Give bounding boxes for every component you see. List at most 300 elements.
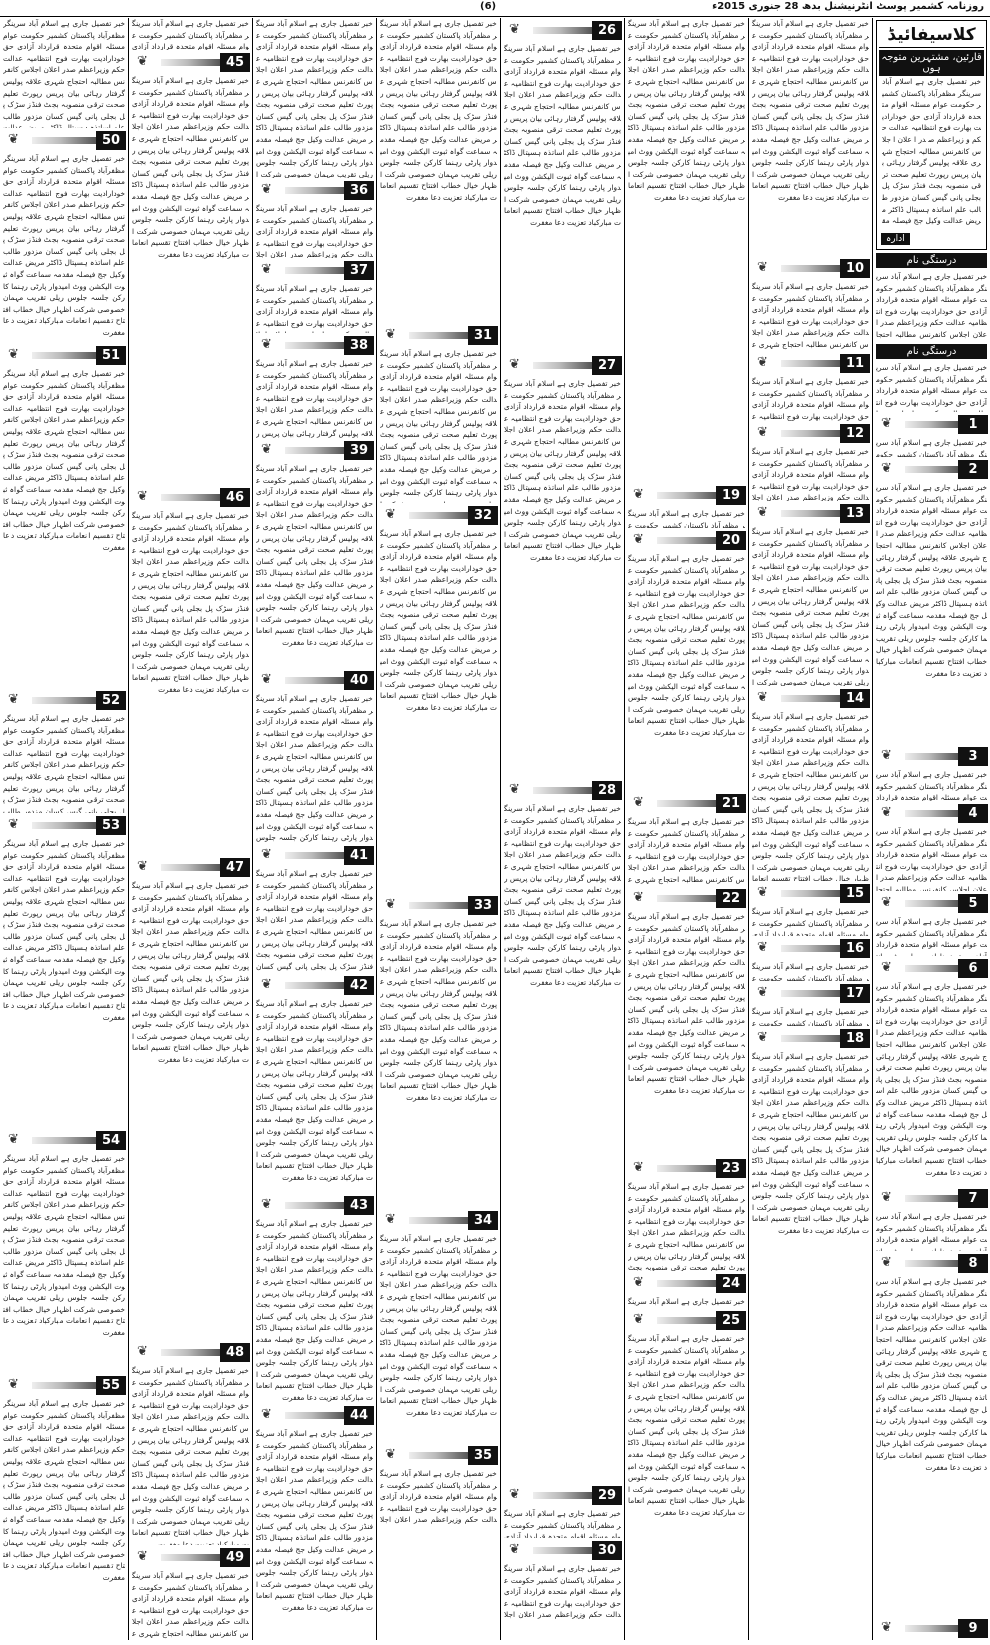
item-text	[256, 1218, 373, 1403]
item-text	[752, 1051, 869, 1611]
item-text	[3, 1153, 125, 1373]
item-header	[379, 326, 498, 345]
item-header	[627, 486, 746, 505]
item-text	[628, 1181, 745, 1271]
item-text	[132, 1365, 249, 1545]
leaf-icon: ❦	[8, 1377, 19, 1392]
leaf-icon: ❦	[385, 1447, 396, 1462]
leaf-icon: ❦	[757, 355, 768, 370]
column-3	[625, 18, 748, 1640]
header-strip	[32, 822, 96, 829]
leaf-icon: ❦	[385, 897, 396, 912]
leaf-icon: ❦	[8, 347, 19, 362]
item-header	[503, 356, 622, 375]
item-number: 24	[716, 1274, 746, 1293]
item-number: 45	[220, 53, 250, 72]
column-4	[501, 18, 624, 1640]
item-header	[751, 424, 870, 443]
item-header	[503, 781, 622, 800]
item-text	[256, 868, 373, 973]
item-header	[875, 804, 988, 823]
item-number: 16	[840, 939, 870, 958]
header-strip	[781, 265, 840, 272]
leaf-icon: ❦	[137, 1549, 148, 1564]
item-text	[380, 18, 497, 323]
item-text	[752, 18, 869, 256]
leaf-icon: ❦	[881, 1190, 892, 1205]
item-number: 6	[958, 959, 988, 978]
header-strip	[657, 800, 716, 807]
item-text	[752, 906, 869, 936]
leaf-icon: ❦	[881, 805, 892, 820]
item-header	[627, 1274, 746, 1293]
item-text	[380, 528, 497, 893]
section-heading: درستگی نام	[876, 344, 987, 359]
item-text	[380, 918, 497, 1208]
leaf-icon: ❦	[881, 416, 892, 431]
item-text	[876, 981, 987, 1186]
item-header	[2, 1376, 126, 1395]
leaf-icon: ❦	[8, 692, 19, 707]
item-text	[132, 75, 249, 485]
item-header	[751, 984, 870, 1003]
item-header	[751, 884, 870, 903]
leaf-icon: ❦	[757, 985, 768, 1000]
item-number: 4	[958, 804, 988, 823]
leaf-icon: ❦	[757, 940, 768, 955]
leaf-icon: ❦	[509, 1487, 520, 1502]
item-number: 10	[840, 259, 870, 278]
item-header	[751, 1029, 870, 1048]
header-strip	[285, 852, 344, 859]
header-strip	[781, 890, 840, 897]
header-strip	[781, 510, 840, 517]
header-strip	[657, 895, 716, 902]
leaf-icon: ❦	[261, 337, 272, 352]
classified-title: کلاسیفائیڈ	[879, 23, 984, 48]
header-strip	[533, 787, 592, 794]
header-strip	[285, 677, 344, 684]
header-strip	[409, 512, 468, 519]
item-text	[628, 816, 745, 886]
leaf-icon: ❦	[881, 461, 892, 476]
item-text	[132, 510, 249, 855]
item-header	[255, 846, 374, 865]
leaf-icon: ❦	[8, 1132, 19, 1147]
item-text	[876, 1276, 987, 1616]
header-strip	[905, 753, 958, 760]
item-header	[2, 131, 126, 150]
item-header	[627, 1311, 746, 1330]
header-strip	[905, 421, 958, 428]
item-number: 21	[716, 794, 746, 813]
leaf-icon: ❦	[881, 748, 892, 763]
item-number: 19	[716, 486, 746, 505]
leaf-icon: ❦	[881, 1255, 892, 1270]
item-number: 40	[344, 671, 374, 690]
header-strip	[781, 430, 840, 437]
header-strip	[32, 697, 96, 704]
item-number: 23	[716, 1159, 746, 1178]
item-text	[876, 1211, 987, 1251]
item-header	[255, 671, 374, 690]
header-strip	[657, 492, 716, 499]
leaf-icon: ❦	[385, 327, 396, 342]
leaf-icon: ❦	[633, 532, 644, 547]
header-strip	[161, 864, 220, 871]
item-header	[131, 488, 250, 507]
header-strip	[905, 810, 958, 817]
item-header	[379, 1211, 498, 1230]
item-header	[875, 959, 988, 978]
item-text	[504, 1508, 621, 1538]
header-strip	[285, 342, 344, 349]
item-number: 38	[344, 336, 374, 355]
item-text	[132, 880, 249, 1340]
header-strip	[781, 1035, 840, 1042]
header-strip	[533, 1547, 592, 1554]
item-text	[876, 769, 987, 801]
item-number: 11	[840, 354, 870, 373]
leaf-icon: ❦	[8, 817, 19, 832]
item-header	[751, 504, 870, 523]
item-number: 43	[344, 1196, 374, 1215]
item-number: 15	[840, 884, 870, 903]
header-strip	[409, 1452, 468, 1459]
leaf-icon: ❦	[509, 357, 520, 372]
item-number: 47	[220, 858, 250, 877]
item-number: 8	[958, 1254, 988, 1273]
leaf-icon: ❦	[633, 1312, 644, 1327]
item-text	[752, 711, 869, 881]
leaf-icon: ❦	[509, 1542, 520, 1557]
item-header	[379, 506, 498, 525]
item-text	[380, 1468, 497, 1528]
item-number: 34	[468, 1211, 498, 1230]
header-strip	[409, 902, 468, 909]
item-header	[751, 259, 870, 278]
item-header	[875, 415, 988, 434]
item-text	[3, 1398, 125, 1598]
item-number: 2	[958, 460, 988, 479]
header-strip	[781, 360, 840, 367]
item-text	[132, 18, 249, 50]
header-strip	[285, 1412, 344, 1419]
item-number: 31	[468, 326, 498, 345]
header-strip	[285, 267, 344, 274]
item-header	[751, 354, 870, 373]
item-number: 49	[220, 1548, 250, 1567]
leaf-icon: ❦	[509, 782, 520, 797]
leaf-icon: ❦	[633, 795, 644, 810]
item-header	[503, 1486, 622, 1505]
item-number: 22	[716, 889, 746, 908]
item-text	[256, 463, 373, 668]
notice-text	[876, 271, 987, 341]
paper-title: روزنامہ کشمیر پوسٹ انٹرنیشنل بدھ 28 جنوری 2015ء	[712, 1, 984, 12]
leaf-icon: ❦	[261, 182, 272, 197]
header-strip	[285, 982, 344, 989]
header-strip	[32, 352, 96, 359]
column-7	[129, 18, 252, 1640]
item-text	[628, 553, 745, 791]
item-number: 42	[344, 976, 374, 995]
item-text	[628, 1333, 745, 1633]
leaf-icon: ❦	[261, 1407, 272, 1422]
item-text	[504, 378, 621, 778]
leaf-icon: ❦	[385, 1212, 396, 1227]
leaf-icon: ❦	[757, 1030, 768, 1045]
leaf-icon: ❦	[881, 960, 892, 975]
item-header	[379, 1446, 498, 1465]
item-text	[380, 348, 497, 503]
item-text	[752, 961, 869, 981]
item-number: 14	[840, 689, 870, 708]
item-header	[875, 1619, 988, 1638]
item-header	[2, 816, 126, 835]
leaf-icon: ❦	[757, 505, 768, 520]
item-text	[752, 446, 869, 501]
item-number: 46	[220, 488, 250, 507]
classified-subtitle: قارئین، مشتہرین متوجہ ہوں	[879, 50, 984, 76]
item-number: 18	[840, 1029, 870, 1048]
leaf-icon: ❦	[8, 132, 19, 147]
item-text	[256, 203, 373, 258]
classified-box	[876, 20, 987, 250]
item-number: 37	[344, 261, 374, 280]
header-strip	[32, 1137, 96, 1144]
notice-text	[876, 362, 987, 412]
item-header	[131, 1343, 250, 1362]
item-number: 32	[468, 506, 498, 525]
leaf-icon: ❦	[385, 507, 396, 522]
item-text	[3, 153, 125, 343]
item-header	[751, 939, 870, 958]
item-text	[256, 1428, 373, 1640]
item-number: 17	[840, 984, 870, 1003]
item-number: 48	[220, 1343, 250, 1362]
item-header	[875, 1189, 988, 1208]
leaf-icon: ❦	[261, 442, 272, 457]
header-strip	[285, 1202, 344, 1209]
item-header	[503, 21, 622, 40]
item-text	[876, 482, 987, 744]
item-number: 13	[840, 504, 870, 523]
item-header	[2, 1131, 126, 1150]
header-strip	[161, 59, 220, 66]
item-number: 30	[592, 1541, 622, 1560]
header-strip	[285, 447, 344, 454]
item-number: 27	[592, 356, 622, 375]
header-strip	[905, 1195, 958, 1202]
item-number: 54	[96, 1131, 126, 1150]
leaf-icon: ❦	[509, 22, 520, 37]
item-header	[875, 894, 988, 913]
header-strip	[781, 945, 840, 952]
item-text	[3, 18, 125, 128]
item-header	[255, 441, 374, 460]
header-strip	[905, 1260, 958, 1267]
item-number: 20	[716, 531, 746, 550]
item-number: 36	[344, 181, 374, 200]
item-header	[131, 53, 250, 72]
header-strip	[409, 1217, 468, 1224]
item-text	[256, 998, 373, 1193]
leaf-icon: ❦	[757, 425, 768, 440]
section-heading: درستگی نام	[876, 253, 987, 268]
item-header	[255, 976, 374, 995]
item-number: 51	[96, 346, 126, 365]
item-text	[752, 281, 869, 351]
leaf-icon: ❦	[757, 260, 768, 275]
column-2	[749, 18, 872, 1640]
item-header	[751, 689, 870, 708]
item-number: 53	[96, 816, 126, 835]
leaf-icon: ❦	[261, 672, 272, 687]
header-strip	[905, 900, 958, 907]
item-header	[255, 181, 374, 200]
leaf-icon: ❦	[633, 890, 644, 905]
item-header	[2, 346, 126, 365]
header-strip	[161, 1349, 220, 1356]
header-strip	[905, 466, 958, 473]
item-number: 12	[840, 424, 870, 443]
header-strip	[781, 695, 840, 702]
item-text	[628, 18, 745, 483]
item-text	[3, 838, 125, 1128]
item-header	[627, 1159, 746, 1178]
item-header	[627, 794, 746, 813]
item-number: 9	[958, 1619, 988, 1638]
leaf-icon: ❦	[757, 690, 768, 705]
item-text	[3, 713, 125, 813]
item-text	[628, 508, 745, 528]
item-number: 25	[716, 1311, 746, 1330]
item-text	[504, 803, 621, 1483]
leaf-icon: ❦	[261, 262, 272, 277]
page-number: (6)	[480, 1, 497, 12]
header-strip	[905, 1625, 958, 1632]
item-header	[379, 896, 498, 915]
column-6	[253, 18, 376, 1640]
item-text	[876, 826, 987, 891]
column-1	[873, 18, 990, 1640]
editor-tag: ادارہ	[881, 233, 910, 245]
leaf-icon: ❦	[633, 1160, 644, 1175]
item-header	[255, 1196, 374, 1215]
leaf-icon: ❦	[881, 895, 892, 910]
leaf-icon: ❦	[137, 54, 148, 69]
leaf-icon: ❦	[137, 489, 148, 504]
item-text	[256, 693, 373, 843]
item-header	[131, 858, 250, 877]
column-5	[377, 18, 500, 1640]
leaf-icon: ❦	[757, 885, 768, 900]
item-text	[752, 1006, 869, 1026]
item-text	[504, 1563, 621, 1623]
item-text	[876, 916, 987, 956]
leaf-icon: ❦	[633, 1275, 644, 1290]
header-strip	[533, 1492, 592, 1499]
item-text	[256, 283, 373, 333]
item-header	[627, 531, 746, 550]
item-number: 5	[958, 894, 988, 913]
leaf-icon: ❦	[137, 859, 148, 874]
header-strip	[657, 1280, 716, 1287]
item-text	[876, 437, 987, 457]
header-strip	[533, 27, 592, 34]
leaf-icon: ❦	[881, 1620, 892, 1635]
item-header	[255, 1406, 374, 1425]
header-strip	[657, 1317, 716, 1324]
item-number: 7	[958, 1189, 988, 1208]
header-strip	[905, 965, 958, 972]
item-number: 44	[344, 1406, 374, 1425]
item-header	[875, 747, 988, 766]
item-header	[875, 1254, 988, 1273]
header-strip	[409, 332, 468, 339]
item-number: 29	[592, 1486, 622, 1505]
item-number: 3	[958, 747, 988, 766]
item-header	[627, 889, 746, 908]
item-header	[875, 460, 988, 479]
classified-notice	[882, 76, 981, 226]
item-text	[380, 1233, 497, 1443]
item-header	[255, 336, 374, 355]
item-number: 50	[96, 131, 126, 150]
item-text	[752, 526, 869, 686]
item-number: 28	[592, 781, 622, 800]
item-text	[3, 368, 125, 688]
leaf-icon: ❦	[633, 487, 644, 502]
item-number: 1	[958, 415, 988, 434]
page-header	[0, 0, 990, 17]
item-number: 33	[468, 896, 498, 915]
item-text	[628, 911, 745, 1156]
header-strip	[657, 537, 716, 544]
item-number: 39	[344, 441, 374, 460]
header-strip	[161, 494, 220, 501]
item-text	[256, 358, 373, 438]
item-header	[2, 691, 126, 710]
header-strip	[32, 1382, 96, 1389]
leaf-icon: ❦	[137, 1344, 148, 1359]
item-number: 55	[96, 1376, 126, 1395]
header-strip	[161, 1554, 220, 1561]
item-header	[131, 1548, 250, 1567]
leaf-icon: ❦	[261, 977, 272, 992]
item-header	[255, 261, 374, 280]
item-text	[256, 18, 373, 178]
leaf-icon: ❦	[261, 847, 272, 862]
leaf-icon: ❦	[261, 1197, 272, 1212]
header-strip	[285, 187, 344, 194]
item-text	[628, 1296, 745, 1308]
item-header	[503, 1541, 622, 1560]
header-strip	[657, 1165, 716, 1172]
item-number: 26	[592, 21, 622, 40]
header-strip	[533, 362, 592, 369]
item-text	[752, 376, 869, 421]
header-strip	[32, 137, 96, 144]
item-number: 41	[344, 846, 374, 865]
item-text	[504, 43, 621, 353]
item-number: 35	[468, 1446, 498, 1465]
header-strip	[781, 990, 840, 997]
column-8	[0, 18, 128, 1640]
item-text	[132, 1570, 249, 1640]
item-number: 52	[96, 691, 126, 710]
